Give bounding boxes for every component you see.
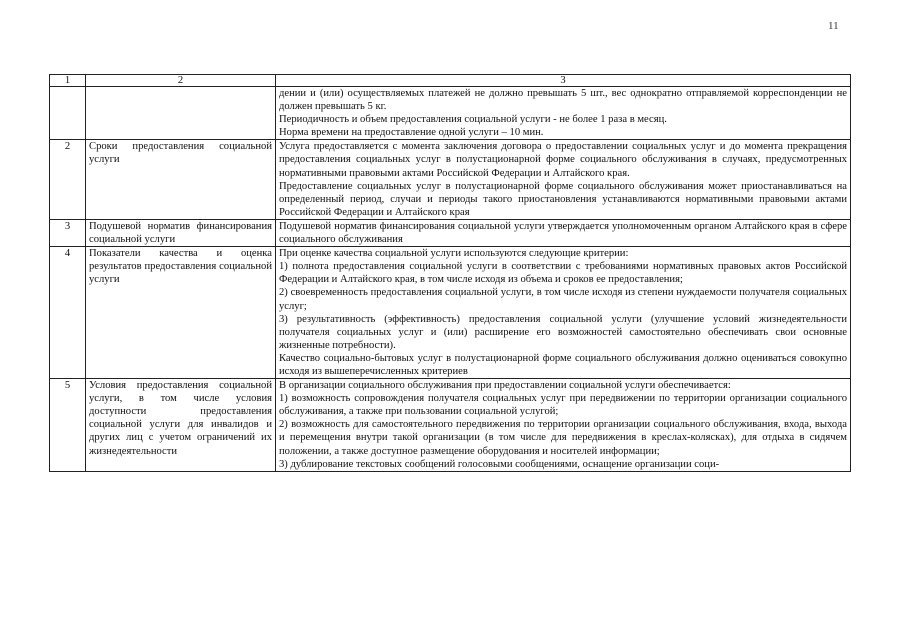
services-standard-table (49, 74, 851, 472)
table-row (50, 219, 851, 246)
header-col-content: 3 (276, 75, 851, 87)
row-content (276, 379, 851, 472)
row-content (276, 87, 851, 140)
paragraph: Подушевой норматив финансирования социальной услуги утверждается уполномоченным органом Алтайского края в сфере социального обслуживания (279, 220, 847, 246)
paragraph: Качество социально-бытовых услуг в полустационарной форме социального обслуживания должно оцениваться совокупно исходя из вышеперечисленных критериев (279, 352, 847, 377)
header-col-number: 1 (50, 75, 86, 87)
paragraph: В организации социального обслуживания при предоставлении социальной услуги обеспечивается: (279, 380, 731, 392)
row-content (276, 219, 851, 246)
page-number: 11 (828, 20, 839, 32)
table-row (50, 247, 851, 379)
row-number (50, 87, 86, 140)
row-number: 2 (50, 140, 86, 220)
row-number: 5 (50, 379, 86, 472)
row-name: Подушевой норматив финансирования социальной услуги (86, 219, 276, 246)
paragraph: Периодичность и объем предоставления социальной услуги - не более 1 раза в месяц. (279, 114, 667, 126)
paragraph: 3) результативность (эффективность) предоставления социальной услуги (улучшение условий жизнедеятельности получателя социальных услуг и (или) расширение его возможностей самостоятельно обеспечивать свои основные жизненные потребности). (279, 313, 847, 351)
row-content (276, 247, 851, 379)
table-header-row (50, 75, 851, 87)
row-name: Показатели качества и оценка результатов предоставления социальной услуги (86, 247, 276, 379)
row-number: 4 (50, 247, 86, 379)
paragraph: Норма времени на предоставление одной услуги – 10 мин. (279, 127, 544, 139)
paragraph: Предоставление социальных услуг в полустационарной форме социального обслуживания может приостанавливаться на определенный период, случаи и периоды такого приостановления устанавливаются нормативными правовыми актами Российской Федерации и Алтайского края (279, 180, 847, 218)
table-row (50, 140, 851, 220)
row-name: Сроки предоставления социальной услуги (86, 140, 276, 220)
table-row (50, 379, 851, 472)
header-col-name: 2 (86, 75, 276, 87)
paragraph: 3) дублирование текстовых сообщений голосовыми сообщениями, оснащение организации соци- (279, 458, 720, 470)
row-name: Условия предоставления социальной услуги, в том числе условия доступности предоставления социальной услуги для инвалидов и других лиц с учетом ограничений их жизнедеятельности (86, 379, 276, 472)
paragraph: 2) возможность для самостоятельного передвижения по территории организации социального обслуживания, входа, выхода и перемещения внутри такой организации (в том числе для передвижения в креслах-колясках), для отдыха в сидячем положении, а также доступное размещение оборудования и носителей информации; (279, 419, 847, 457)
paragraph: 1) возможность сопровождения получателя социальных услуг при передвижении по территории организации социального обслуживания, а также при пользовании социальной услугой; (279, 393, 847, 418)
row-name (86, 87, 276, 140)
paragraph: дении и (или) осуществляемых платежей не должно превышать 5 шт., вес однократно отправляемой корреспонденции не должен превышать 5 кг. (279, 88, 847, 113)
paragraph: При оценке качества социальной услуги используются следующие критерии: (279, 248, 629, 260)
paragraph: 1) полнота предоставления социальной услуги в соответствии с требованиями нормативных правовых актов Российской Федерации и Алтайского края, в том числе исходя из объема и сроков ее предоставления; (279, 261, 847, 286)
paragraph: Услуга предоставляется с момента заключения договора о предоставлении социальных услуг и до момента прекращения предоставления социальных услуг в полустационарной форме социального обслуживания в случаях, предусмотренных нормативными правовыми актами Российской Федерации и Алтайского края. (279, 141, 847, 179)
table-row (50, 87, 851, 140)
row-content (276, 140, 851, 220)
paragraph: 2) своевременность предоставления социальной услуги, в том числе исходя из степени нуждаемости получателя социальных услуг; (279, 287, 847, 312)
row-number: 3 (50, 219, 86, 246)
